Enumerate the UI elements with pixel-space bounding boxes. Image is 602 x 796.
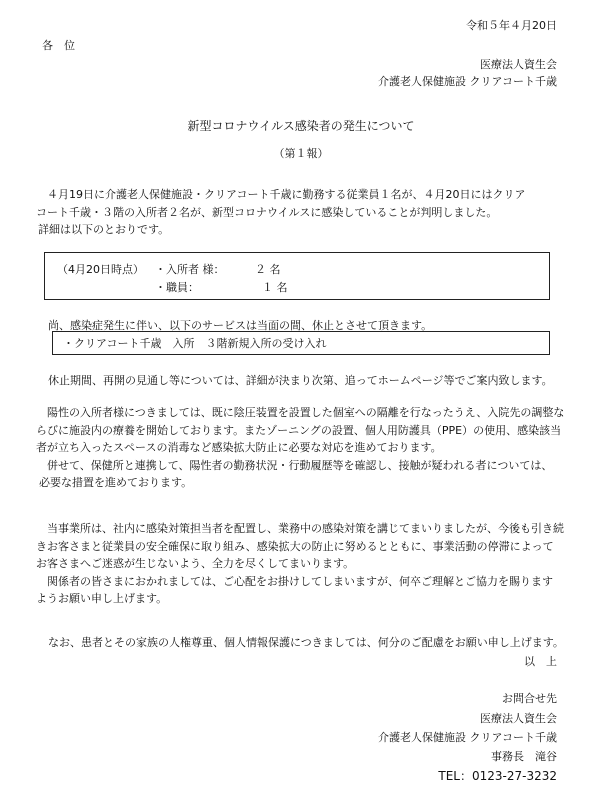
privacy-note: なお、患者とその家族の人権尊重、個人情報保護につきましては、何分のご配慮をお願い申し上げます。 [48,636,564,649]
measures-line: 必要な措置を進めております。 [39,476,193,489]
intro-line: ４月19日に介護老人保健施設・クリアコート千歳に勤務する従業員１名が、４月20日にはクリア [47,188,526,201]
staff-count: １ 名 [262,281,288,294]
intro-line: コート千歳・３階の入所者２名が、新型コロナウイルスに感染していることが判明しました。 [36,205,498,219]
sender-facility: 介護老人保健施設 クリアコート千歳 [378,75,557,88]
residents-label: ・入所者 様： [155,263,225,276]
measures-line: 者が立ち入ったスペースの消毒など感染拡大防止に必要な対応を進めております。 [36,441,442,454]
commitment-line: きお客さまと従業員の安全確保に取り組み、感染拡大の防止に努めるとともに、事業活動の停滞によって [36,539,554,553]
commitment-line: ようお願い申し上げます。 [36,592,168,605]
measures-line: らびに施設内の療養を開始しております。またゾーニングの設置、個人用防護具（PPE）の使用、感染該当 [36,423,562,437]
suspension-note: 休止期間、再開の見通し等については、詳細が決まり次第、追ってホームページ等でご案内致します。 [48,374,553,387]
contact-facility: 介護老人保健施設 クリアコート千歳 [378,731,557,744]
issue-date: 令和５年４月20日 [466,19,557,32]
suspended-service-box [52,331,550,355]
commitment-line: お客さまへご迷惑が生じないよう、全力を尽くしてまいります。 [36,557,355,570]
measures-paragraph [36,404,566,492]
page-title: 新型コロナウイルス感染者の発生について [187,119,415,133]
intro-line: 詳細は以下のとおりです。 [38,223,170,236]
commitment-line: 関係者の皆さまにおかれましては、ご心配をお掛けしてしまいますが、何卒ご理解とご協力を賜ります [47,574,553,588]
addressee: 各 位 [42,39,75,52]
sender-organization: 医療法人資生会 [480,58,557,71]
intro-paragraph [36,186,566,239]
contact-phone: TEL：0123-27-3232 [438,769,557,783]
measures-line: 併せて、保健所と連携して、陽性者の勤務状況・行動履歴等を確認し、接触が疑われる者については、 [47,458,553,472]
commitment-paragraph [36,520,566,608]
as-of-label: （4月20日時点） [57,263,144,276]
contact-person: 事務長 滝谷 [491,750,557,763]
contact-organization: 医療法人資生会 [480,712,557,725]
residents-count: ２ 名 [255,263,281,276]
service-notice: 尚、感染症発生に伴い、以下のサービスは当面の間、休止とさせて頂きます。 [48,319,433,332]
report-number: （第１報） [273,147,329,160]
suspended-service: ・クリアコート千歳 入所 ３階新規入所の受け入れ [63,337,327,350]
closing-mark: 以 上 [524,655,557,668]
staff-label: ・職員： [155,281,199,294]
contact-heading: お問合せ先 [502,692,557,705]
commitment-line: 当事業所は、社内に感染対策担当者を配置し、業務中の感染対策を講じてまいりましたが、今後も引き続 [47,522,564,535]
measures-line: 陽性の入所者様につきましては、既に陰圧装置を設置した個室への隔離を行なったうえ、入院先の調整な [47,406,565,419]
infection-count-box [44,252,550,300]
